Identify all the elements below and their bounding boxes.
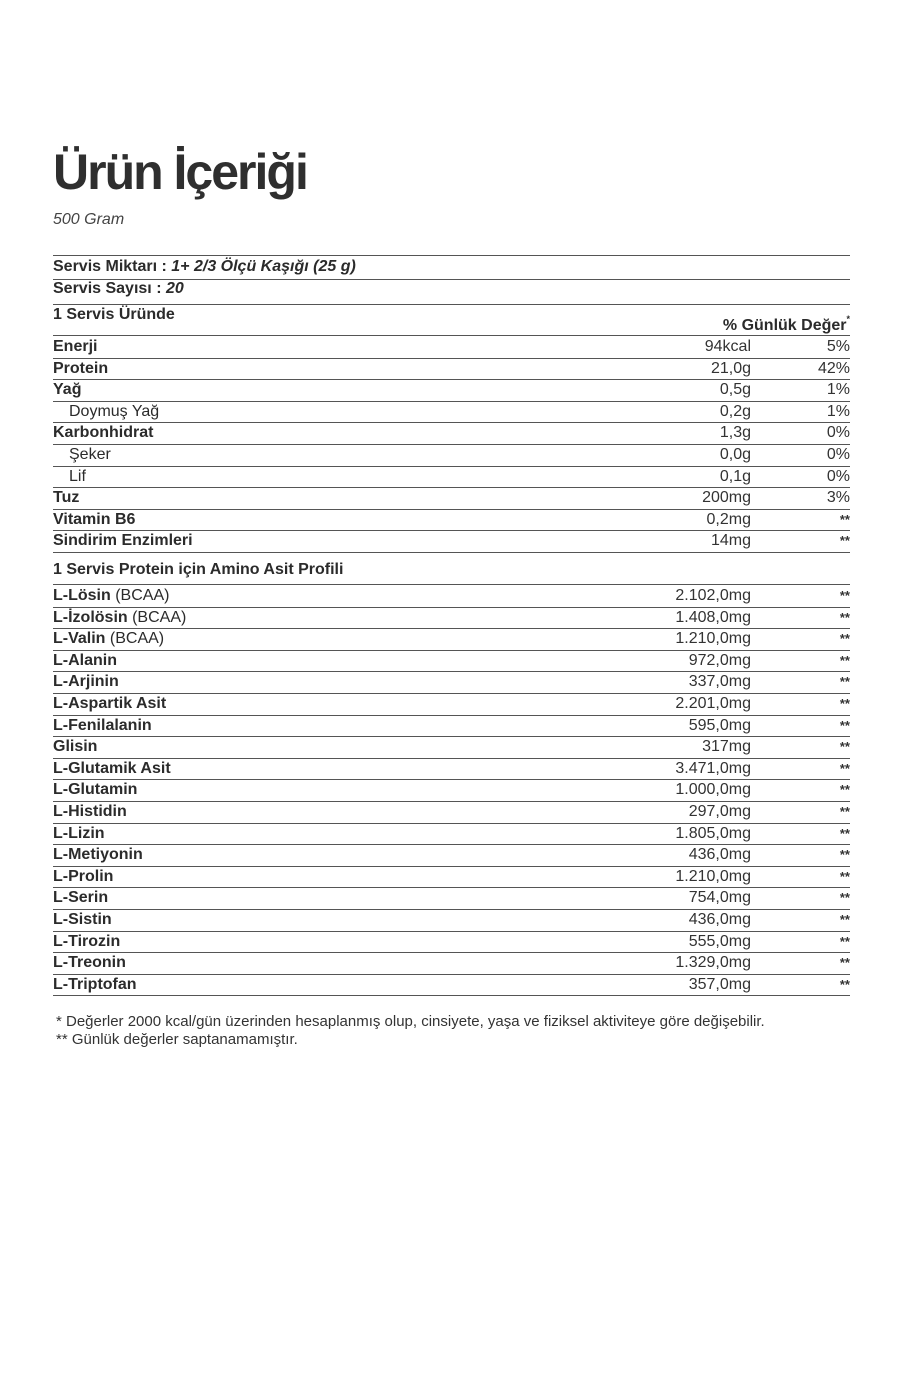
table-row — [53, 693, 850, 715]
row-daily-value: ** — [839, 652, 850, 668]
per-serving-heading: 1 Servis Üründe — [53, 306, 175, 323]
serving-size-label: Servis Miktarı : — [53, 258, 167, 275]
row-amount: 357,0mg — [688, 975, 751, 993]
row-amount: 1.000,0mg — [675, 781, 751, 799]
daily-value-heading — [723, 309, 850, 336]
row-name-text: Glisin — [53, 738, 98, 756]
row-daily-value: 5% — [826, 338, 850, 355]
row-daily-value: ** — [839, 696, 850, 711]
table-row — [53, 466, 850, 488]
row-daily-value: ** — [839, 825, 850, 841]
row-daily-value: ** — [839, 609, 850, 625]
table-row — [53, 844, 850, 866]
row-name-text: Vitamin B6 — [53, 510, 136, 528]
row-amount: 14mg — [710, 532, 751, 550]
row-name-text: L-Prolin — [53, 867, 114, 885]
footnote-daily-value: * Değerler 2000 kcal/gün üzerinden hesaplanmış olup, cinsiyete, yaşa ve fiziksel aktiviteye göre değişebilir. — [56, 1013, 765, 1030]
row-daily-value: ** — [839, 912, 850, 927]
row-amount: 317mg — [702, 738, 751, 756]
row-amount: 1.408,0mg — [675, 608, 751, 626]
row-name — [53, 487, 79, 509]
row-amount: 972,0mg — [688, 651, 751, 669]
row-name-text: L-Arjinin — [53, 673, 119, 691]
row-daily-value: 0% — [826, 467, 850, 485]
row-qualifier: (BCAA) — [110, 587, 170, 604]
row-name-text: Protein — [53, 359, 109, 377]
row-name — [69, 444, 111, 466]
row-amount: 94kcal — [704, 338, 751, 355]
row-name — [53, 530, 193, 552]
row-amount: 1.805,0mg — [675, 824, 751, 842]
row-name — [53, 844, 143, 866]
row-daily-value: ** — [839, 511, 850, 527]
table-row — [53, 422, 850, 444]
row-qualifier: (BCAA) — [105, 630, 165, 648]
row-name-text: L-Triptofan — [53, 975, 137, 993]
table-row — [53, 671, 850, 693]
row-daily-value: ** — [839, 933, 850, 949]
product-weight: 500 Gram — [53, 211, 125, 228]
amino-acid-heading: 1 Servis Protein için Amino Asit Profili — [53, 561, 344, 578]
row-amount: 2.102,0mg — [675, 587, 751, 604]
table-row — [53, 801, 850, 823]
row-daily-value: 1% — [826, 402, 850, 420]
row-daily-value: ** — [839, 588, 850, 603]
table-row — [53, 358, 850, 380]
row-name — [53, 887, 108, 909]
row-daily-value: ** — [839, 804, 850, 819]
row-amount: 595,0mg — [688, 716, 751, 734]
table-row — [53, 585, 850, 607]
row-daily-value: ** — [839, 847, 850, 863]
row-amount: 0,2mg — [706, 510, 751, 528]
table-row — [53, 952, 850, 974]
table-row — [53, 866, 850, 888]
row-name-text: Sindirim Enzimleri — [53, 532, 193, 550]
row-amount: 0,5g — [719, 381, 751, 399]
row-name-text: L-Glutamin — [53, 781, 138, 799]
row-name-text: L-Metiyonin — [53, 846, 143, 864]
row-amount: 3.471,0mg — [675, 759, 751, 777]
row-name — [53, 715, 152, 737]
row-daily-value: ** — [839, 674, 850, 690]
row-amount: 1.329,0mg — [675, 954, 751, 972]
row-daily-value: ** — [839, 868, 850, 884]
row-name — [53, 909, 112, 931]
table-row — [53, 401, 850, 423]
row-name-text: L-Fenilalanin — [53, 716, 152, 734]
table-row — [53, 530, 850, 552]
table-row — [53, 974, 850, 996]
row-name — [53, 650, 117, 672]
row-name-text: Enerji — [53, 338, 98, 355]
row-name — [53, 779, 137, 801]
row-amount: 1,3g — [719, 424, 751, 442]
row-amount: 0,0g — [719, 446, 751, 463]
row-amount: 436,0mg — [688, 911, 751, 928]
table-row — [53, 628, 850, 650]
row-name — [53, 866, 113, 888]
row-name — [53, 801, 127, 823]
row-daily-value: ** — [839, 760, 850, 776]
row-amount: 200mg — [702, 489, 751, 507]
row-name — [53, 736, 97, 758]
table-row — [53, 650, 850, 672]
row-name-text: Yağ — [53, 381, 82, 399]
row-amount: 1.210,0mg — [675, 867, 751, 885]
table-row — [53, 887, 850, 909]
row-amount: 0,1g — [719, 467, 751, 485]
table-row — [53, 736, 850, 758]
divider — [53, 255, 850, 256]
table-row — [53, 379, 850, 401]
row-name-text: L-Aspartik Asit — [53, 695, 167, 712]
row-name — [53, 693, 166, 715]
row-name-text: Tuz — [53, 489, 80, 507]
serving-count — [53, 279, 184, 299]
row-name-text: L-Serin — [53, 889, 109, 907]
row-daily-value: 1% — [826, 381, 850, 399]
row-name-text: L-Tirozin — [53, 932, 121, 950]
row-name — [53, 607, 186, 629]
table-row — [53, 509, 850, 531]
row-amount: 337,0mg — [688, 673, 751, 691]
row-daily-value: 3% — [826, 489, 850, 507]
daily-value-label: % Günlük Değer — [722, 317, 847, 334]
divider — [53, 552, 850, 553]
row-name-text: Doymuş Yağ — [69, 402, 160, 420]
row-name — [53, 952, 126, 974]
daily-value-mark: * — [846, 314, 850, 324]
row-name — [53, 931, 120, 953]
row-amount: 21,0g — [710, 359, 751, 377]
row-daily-value: ** — [839, 739, 850, 755]
row-name — [69, 466, 86, 488]
page-title: Ürün İçeriği — [53, 144, 307, 200]
serving-size — [53, 257, 356, 277]
table-row — [53, 779, 850, 801]
row-name — [69, 401, 159, 423]
table-row — [53, 823, 850, 845]
row-amount: 555,0mg — [688, 932, 751, 950]
table-row — [53, 607, 850, 629]
row-name-text: L-Lösin — [53, 587, 111, 604]
row-amount: 436,0mg — [688, 846, 751, 864]
row-name — [53, 671, 119, 693]
row-daily-value: ** — [839, 631, 850, 647]
row-name — [53, 628, 164, 650]
table-row — [53, 909, 850, 931]
row-name-text: L-Histidin — [53, 803, 127, 820]
row-name — [53, 379, 81, 401]
row-name-text: L-Glutamik Asit — [53, 759, 171, 777]
row-daily-value: ** — [839, 955, 850, 971]
row-daily-value: ** — [839, 717, 850, 733]
row-amount: 297,0mg — [688, 803, 751, 820]
table-row — [53, 444, 850, 466]
row-name-text: L-Treonin — [53, 954, 126, 972]
table-row — [53, 715, 850, 737]
row-name-text: Lif — [69, 467, 86, 485]
table-row — [53, 336, 850, 358]
serving-size-value: 1+ 2/3 Ölçü Kaşığı (25 g) — [171, 258, 356, 275]
row-daily-value: 42% — [817, 359, 850, 377]
row-amount: 754,0mg — [688, 889, 751, 907]
row-daily-value: ** — [839, 976, 850, 992]
row-name-text: L-Alanin — [53, 651, 117, 669]
row-name-text: L-İzolösin — [53, 608, 128, 626]
row-name-text: L-Valin — [53, 630, 106, 648]
row-name — [53, 758, 171, 780]
row-name — [53, 509, 135, 531]
table-row — [53, 487, 850, 509]
footnote-not-established: ** Günlük değerler saptanamamıştır. — [56, 1031, 298, 1048]
row-daily-value: ** — [839, 890, 850, 906]
row-daily-value: 0% — [826, 424, 850, 442]
divider — [53, 995, 850, 996]
row-qualifier: (BCAA) — [127, 608, 187, 626]
row-daily-value: ** — [839, 533, 850, 549]
serving-count-value: 20 — [165, 280, 184, 297]
row-amount: 1.210,0mg — [675, 630, 751, 648]
row-name — [53, 336, 97, 358]
table-row — [53, 931, 850, 953]
row-name — [53, 422, 153, 444]
row-daily-value: 0% — [826, 446, 850, 463]
row-amount: 2.201,0mg — [675, 695, 751, 712]
row-name-text: Şeker — [69, 446, 111, 463]
row-name — [53, 585, 169, 607]
row-name — [53, 823, 105, 845]
row-daily-value: ** — [839, 782, 850, 798]
table-row — [53, 758, 850, 780]
row-name-text: Karbonhidrat — [53, 424, 154, 442]
serving-count-label: Servis Sayısı : — [53, 280, 162, 297]
row-name-text: L-Sistin — [53, 911, 112, 928]
row-amount: 0,2g — [719, 402, 751, 420]
row-name — [53, 358, 108, 380]
row-name-text: L-Lizin — [53, 824, 105, 842]
row-name — [53, 974, 137, 996]
